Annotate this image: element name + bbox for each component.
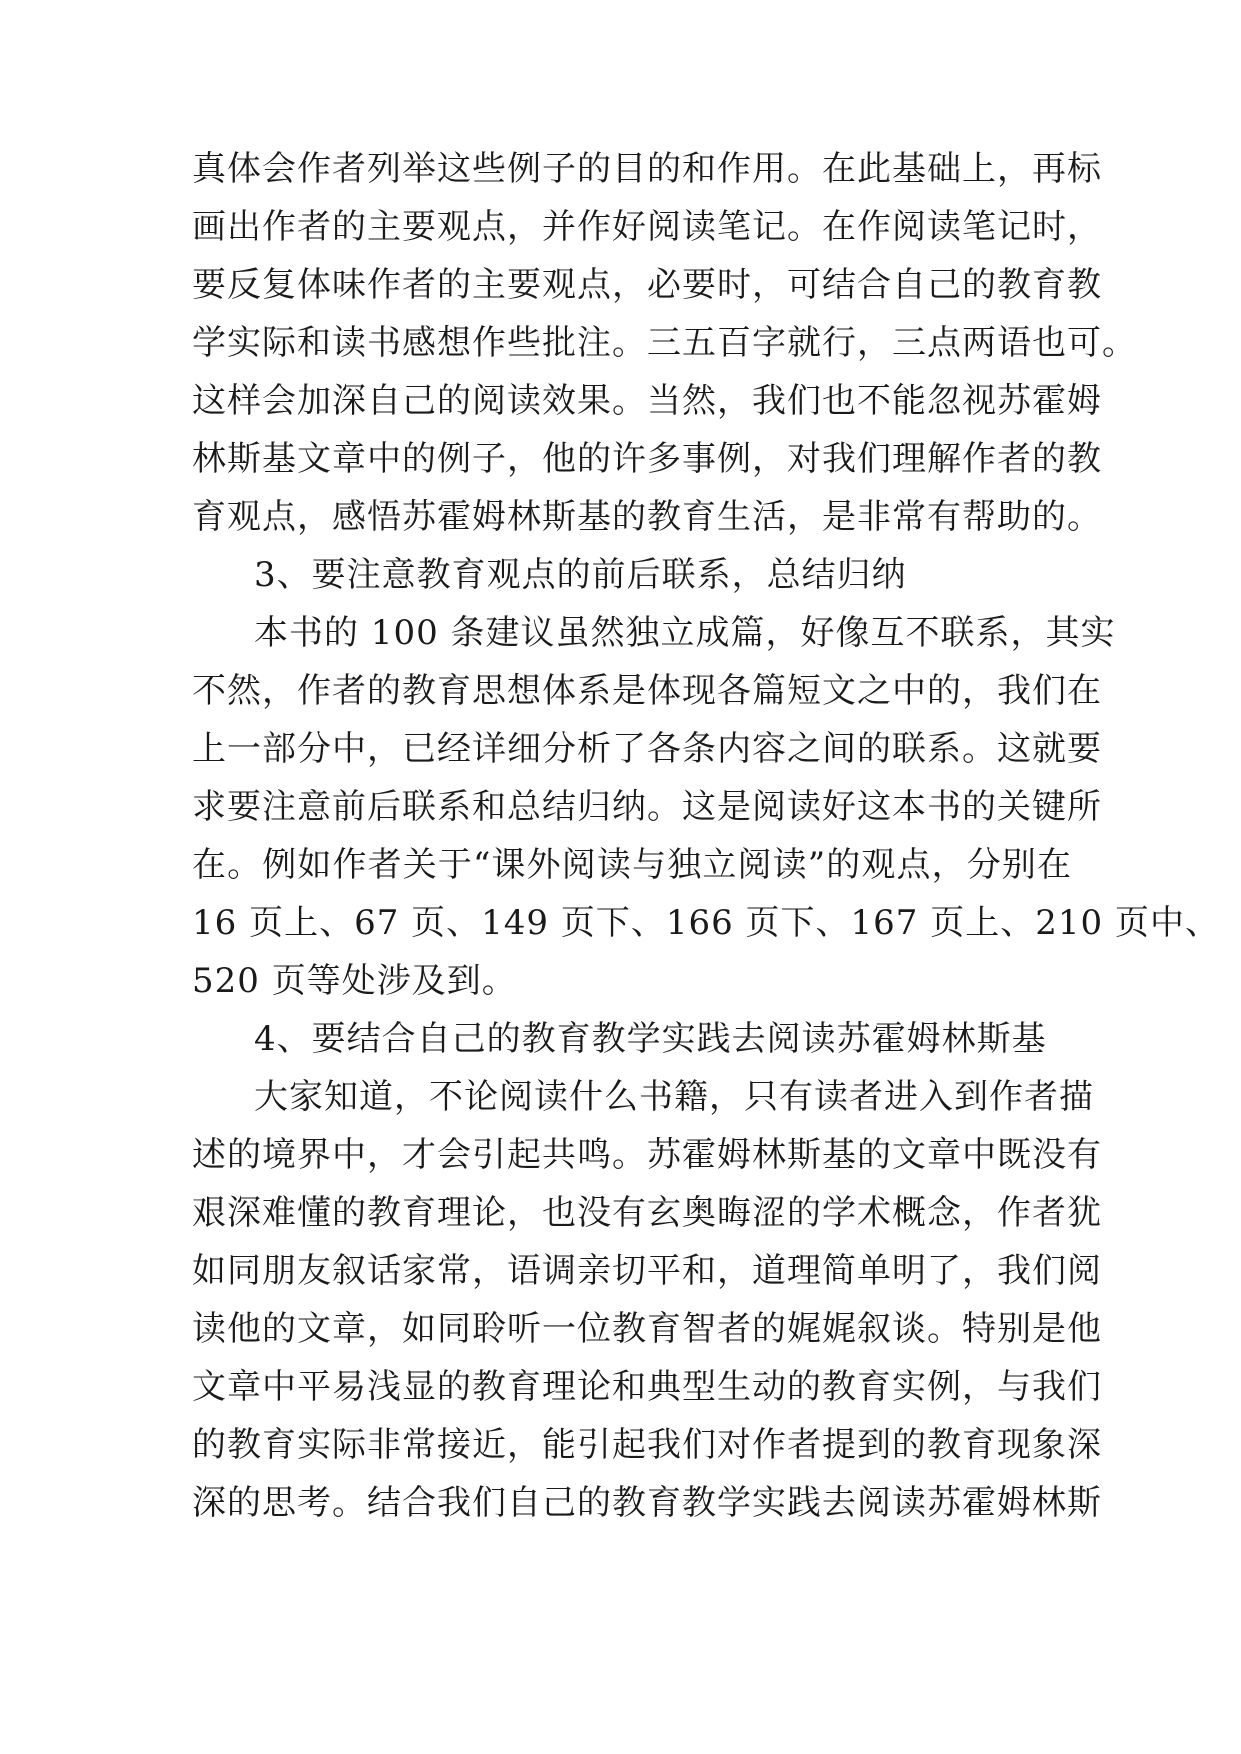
text-line: 本书的 100 条建议虽然独立成篇，好像互不联系，其实 bbox=[254, 613, 1116, 653]
text-line: 520 页等处涉及到。 bbox=[192, 961, 517, 1001]
text-line: 大家知道，不论阅读什么书籍，只有读者进入到作者描 bbox=[254, 1077, 1094, 1117]
text-line: 要反复体味作者的主要观点，必要时，可结合自己的教育教 bbox=[192, 265, 1102, 305]
text-line: 述的境界中，才会引起共鸣。苏霍姆林斯基的文章中既没有 bbox=[192, 1135, 1102, 1175]
text-line: 学实际和读书感想作些批注。三五百字就行，三点两语也可。 bbox=[192, 323, 1137, 363]
section-heading: 3、要注意教育观点的前后联系，总结归纳 bbox=[254, 555, 907, 595]
text-line: 艰深难懂的教育理论，也没有玄奥晦涩的学术概念，作者犹 bbox=[192, 1193, 1102, 1233]
text-line: 在。例如作者关于“课外阅读与独立阅读”的观点，分别在 bbox=[192, 845, 1072, 885]
text-line: 如同朋友叙话家常，语调亲切平和，道理简单明了，我们阅 bbox=[192, 1251, 1102, 1291]
text-line: 的教育实际非常接近，能引起我们对作者提到的教育现象深 bbox=[192, 1425, 1102, 1465]
section-heading: 4、要结合自己的教育教学实践去阅读苏霍姆林斯基 bbox=[254, 1019, 1047, 1059]
text-line: 这样会加深自己的阅读效果。当然，我们也不能忽视苏霍姆 bbox=[192, 381, 1102, 421]
text-line: 育观点，感悟苏霍姆林斯基的教育生活，是非常有帮助的。 bbox=[192, 497, 1102, 537]
text-line: 深的思考。结合我们自己的教育教学实践去阅读苏霍姆林斯 bbox=[192, 1483, 1102, 1523]
text-line: 读他的文章，如同聆听一位教育智者的娓娓叙谈。特别是他 bbox=[192, 1309, 1102, 1349]
text-line: 16 页上、67 页、149 页下、166 页下、167 页上、210 页中、 bbox=[192, 903, 1220, 943]
text-line: 上一部分中，已经详细分析了各条内容之间的联系。这就要 bbox=[192, 729, 1102, 769]
text-line: 不然，作者的教育思想体系是体现各篇短文之中的，我们在 bbox=[192, 671, 1102, 711]
text-line: 求要注意前后联系和总结归纳。这是阅读好这本书的关键所 bbox=[192, 787, 1102, 827]
text-line: 文章中平易浅显的教育理论和典型生动的教育实例，与我们 bbox=[192, 1367, 1102, 1407]
text-line: 真体会作者列举这些例子的目的和作用。在此基础上，再标 bbox=[192, 149, 1102, 189]
text-line: 画出作者的主要观点，并作好阅读笔记。在作阅读笔记时， bbox=[192, 207, 1102, 247]
text-line: 林斯基文章中的例子，他的许多事例，对我们理解作者的教 bbox=[192, 439, 1102, 479]
